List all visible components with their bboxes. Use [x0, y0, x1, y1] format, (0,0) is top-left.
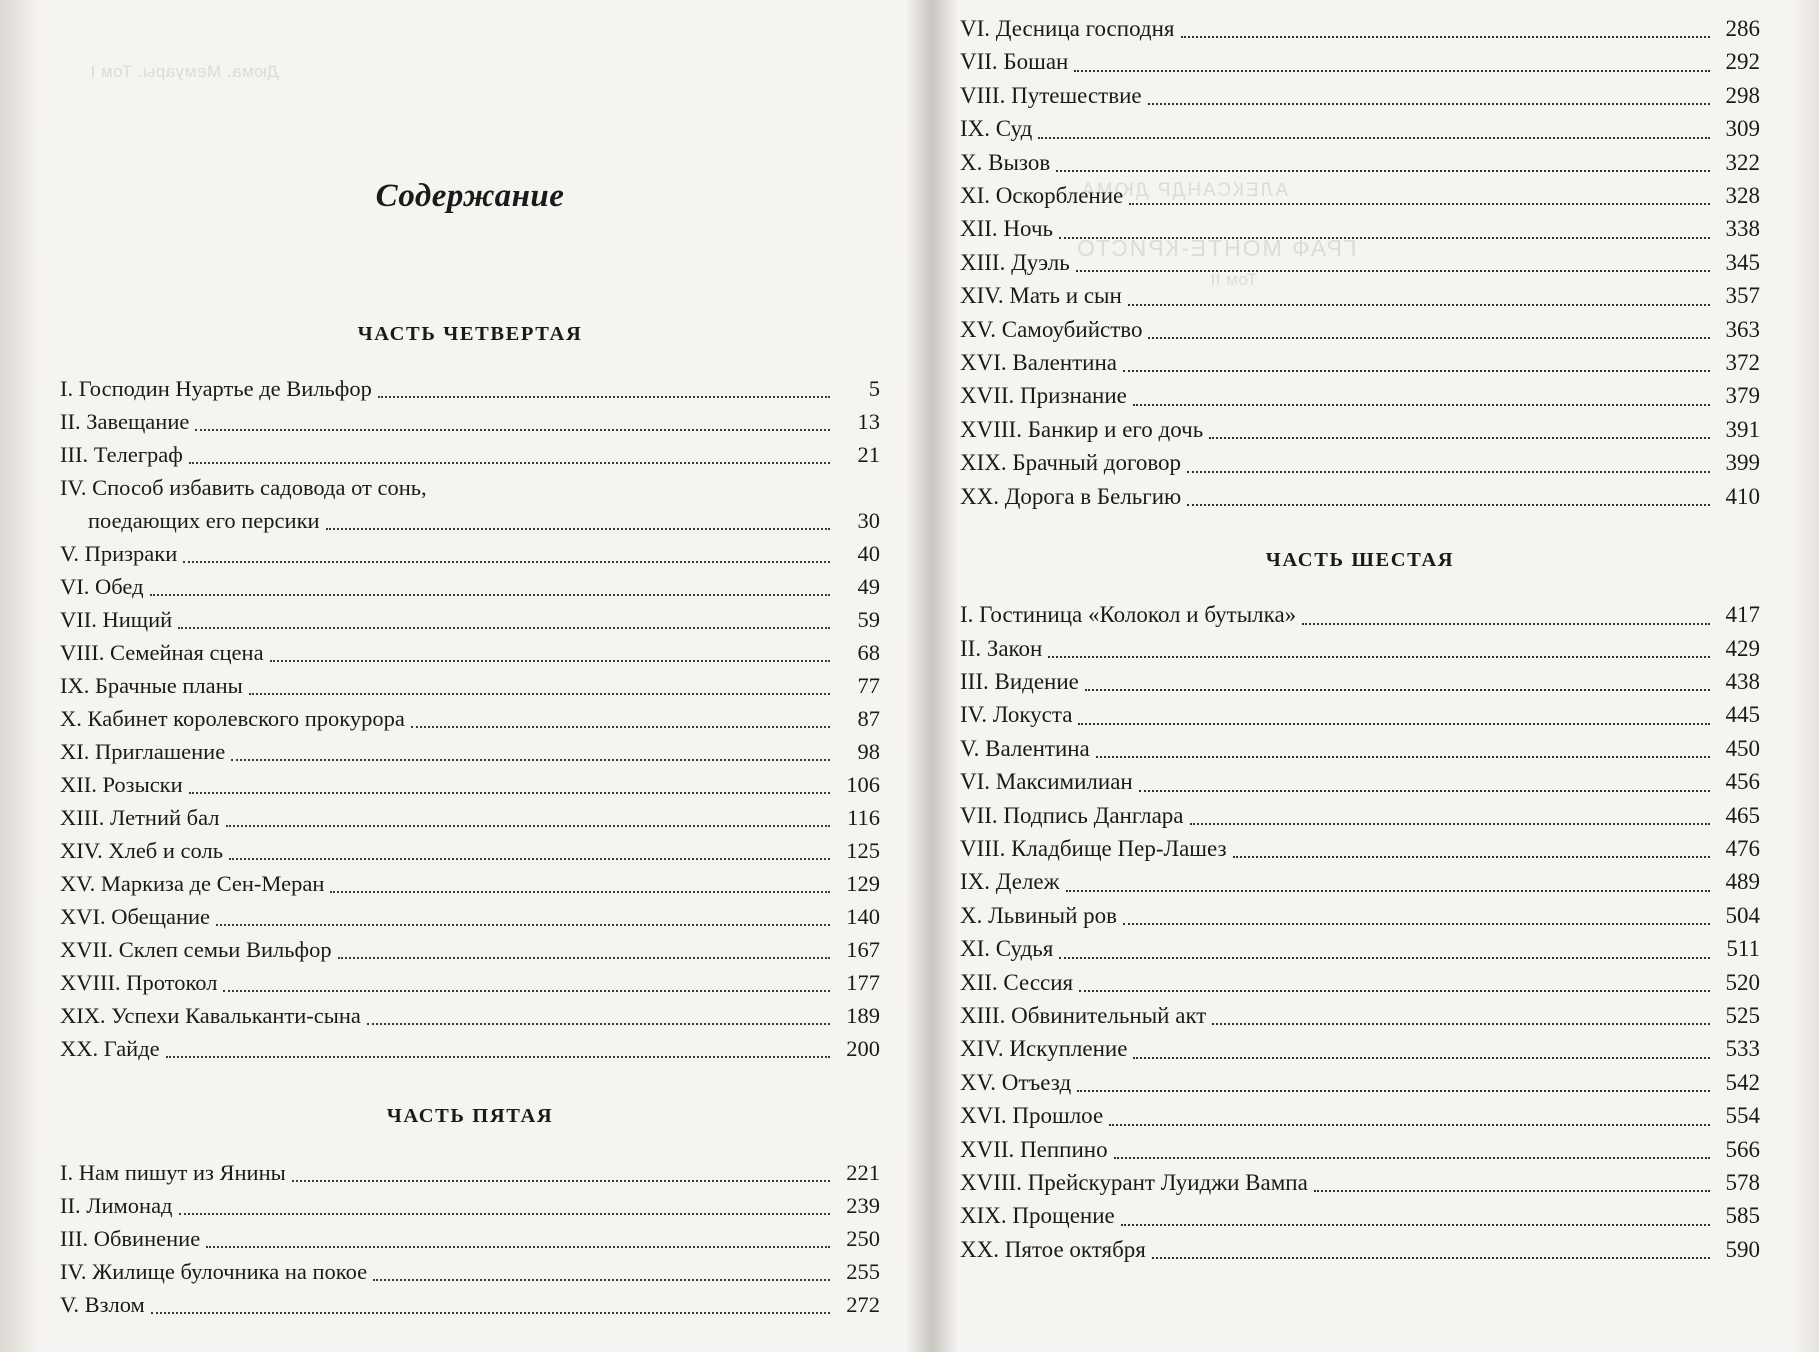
toc-entry[interactable]	[60, 735, 880, 768]
toc-page-number: 255	[846, 1259, 880, 1284]
toc-entry[interactable]	[60, 537, 880, 570]
toc-page-number: 338	[1725, 216, 1760, 242]
toc-entry[interactable]	[960, 765, 1760, 798]
toc-list-part-5	[60, 1156, 880, 1321]
toc-leader	[150, 593, 830, 596]
toc-page-number: 286	[1725, 16, 1760, 41]
toc-entry-label: XIII. Обвинительный акт	[960, 1002, 1207, 1028]
toc-entry[interactable]	[60, 702, 880, 735]
toc-entry-label: XIII. Дуэль	[960, 249, 1070, 275]
toc-entry[interactable]	[60, 867, 880, 900]
toc-leader	[1059, 236, 1710, 239]
toc-leader	[1190, 822, 1710, 825]
toc-entry[interactable]	[960, 899, 1760, 932]
toc-entry[interactable]	[60, 636, 880, 669]
toc-entry-label: XVI. Прошлое	[960, 1103, 1104, 1129]
toc-entry-label: II. Завещание	[60, 409, 190, 434]
toc-entry[interactable]	[960, 598, 1760, 631]
toc-entry[interactable]	[960, 1099, 1760, 1132]
toc-leader	[226, 824, 830, 827]
toc-entry[interactable]	[60, 900, 880, 933]
toc-entry-label: XVIII. Протокол	[60, 970, 218, 995]
toc-entry-label: X. Вызов	[960, 149, 1051, 175]
toc-leader	[1187, 503, 1710, 506]
toc-entry[interactable]	[60, 603, 880, 636]
toc-entry[interactable]	[960, 665, 1760, 698]
toc-entry-label: XII. Сессия	[960, 969, 1074, 995]
toc-page-number: 410	[1725, 483, 1760, 509]
toc-page-number: 533	[1725, 1036, 1760, 1062]
toc-page-number: 489	[1725, 869, 1760, 895]
toc-leader	[195, 428, 830, 431]
toc-entry-label: XIX. Успехи Кавальканти-сына	[60, 1003, 361, 1028]
toc-entry-label: XX. Дорога в Бельгию	[960, 483, 1182, 509]
toc-entry[interactable]	[960, 865, 1760, 898]
toc-entry-label: XI. Судья	[960, 936, 1054, 962]
page-title: Содержание	[375, 178, 565, 214]
left-column	[60, 0, 880, 1321]
toc-leader	[373, 1278, 830, 1281]
toc-entry-label: XV. Маркиза де Сен-Меран	[60, 871, 325, 896]
toc-entry[interactable]	[960, 966, 1760, 999]
toc-entry[interactable]	[60, 372, 880, 405]
toc-entry-label: XVI. Обещание	[60, 904, 211, 929]
toc-page-number: 566	[1725, 1136, 1760, 1162]
toc-entry[interactable]	[60, 966, 880, 999]
toc-leader	[1085, 688, 1710, 691]
toc-page-number: 554	[1725, 1103, 1760, 1129]
part-heading-5: ЧАСТЬ ПЯТАЯ	[386, 1105, 554, 1127]
toc-page-number: 417	[1725, 602, 1760, 628]
toc-entry-label: II. Лимонад	[60, 1193, 173, 1218]
toc-entry[interactable]	[960, 246, 1760, 279]
toc-page-number: 68	[857, 640, 880, 665]
toc-entry-label: XIV. Искупление	[960, 1036, 1128, 1062]
toc-leader	[330, 890, 830, 893]
toc-leader	[231, 758, 830, 761]
toc-page-number: 578	[1725, 1170, 1760, 1195]
toc-leader	[179, 1212, 831, 1215]
toc-entry[interactable]	[960, 313, 1760, 346]
toc-entry-label: VII. Бошан	[960, 49, 1069, 75]
toc-page-number: 399	[1725, 450, 1760, 476]
toc-entry[interactable]	[960, 346, 1760, 379]
part-heading-4: ЧАСТЬ ЧЕТВЕРТАЯ	[357, 323, 583, 345]
toc-entry-label: XIX. Прощение	[960, 1203, 1115, 1229]
toc-entry-label: XVI. Валентина	[960, 350, 1118, 376]
toc-page-number: 239	[846, 1193, 880, 1218]
toc-leader	[1133, 403, 1710, 406]
toc-leader	[1209, 436, 1710, 439]
toc-entry-label: IV. Локуста	[960, 702, 1073, 728]
toc-entry-label: IX. Брачные планы	[60, 673, 243, 698]
toc-page-number: 98	[857, 739, 880, 764]
toc-leader	[1139, 789, 1710, 792]
toc-entry[interactable]	[60, 1255, 880, 1288]
toc-page-number: 456	[1725, 769, 1760, 795]
toc-leader	[411, 725, 830, 728]
toc-leader	[1148, 336, 1710, 339]
toc-leader	[1148, 102, 1710, 105]
toc-entry[interactable]	[960, 379, 1760, 412]
toc-entry-label: III. Видение	[960, 668, 1079, 694]
toc-leader	[1056, 169, 1710, 172]
toc-page-number: 328	[1725, 183, 1760, 209]
toc-list-part-5-cont	[960, 12, 1760, 513]
toc-entry[interactable]	[960, 1133, 1760, 1166]
toc-entry[interactable]	[960, 212, 1760, 245]
bleed-through-text: Дюма. Мемуары. Том I	[90, 62, 279, 81]
toc-entry[interactable]	[60, 999, 880, 1032]
toc-entry-label: IX. Дележ	[960, 869, 1060, 895]
toc-entry[interactable]	[60, 471, 880, 537]
toc-entry-label: VIII. Кладбище Пер-Лашез	[960, 835, 1227, 861]
toc-leader	[1074, 69, 1710, 72]
toc-page-number: 292	[1725, 49, 1760, 75]
toc-leader	[292, 1179, 830, 1182]
toc-entry[interactable]	[960, 1166, 1760, 1199]
toc-entry[interactable]	[960, 1066, 1760, 1099]
toc-leader	[229, 857, 830, 860]
toc-entry-label: XI. Приглашение	[60, 739, 226, 764]
bleed-through-text: АЛЕКСАНДР ДЮМА	[1080, 180, 1289, 201]
toc-page-number: 116	[847, 805, 880, 830]
toc-entry-label: XVII. Склеп семьи Вильфор	[60, 937, 332, 962]
toc-entry-label: VII. Подпись Данглара	[960, 802, 1184, 828]
toc-page-number: 13	[857, 409, 880, 434]
toc-page-number: 372	[1725, 350, 1760, 376]
toc-entry-label: VI. Десница господня	[960, 16, 1175, 41]
toc-leader	[1048, 655, 1710, 658]
toc-entry-label: XX. Гайде	[60, 1036, 160, 1061]
toc-page-number: 520	[1725, 969, 1760, 995]
toc-entry-label: III. Обвинение	[60, 1226, 201, 1251]
toc-leader	[1078, 722, 1710, 725]
toc-entry-label: XX. Пятое октября	[960, 1236, 1146, 1262]
toc-leader	[206, 1245, 830, 1248]
toc-entry-label: V. Взлом	[60, 1292, 145, 1317]
toc-entry-label: X. Кабинет королевского прокурора	[60, 706, 405, 731]
toc-leader	[326, 527, 830, 530]
toc-entry[interactable]	[960, 480, 1760, 513]
toc-entry[interactable]	[960, 45, 1760, 78]
toc-entry[interactable]	[60, 834, 880, 867]
toc-page-number: 379	[1725, 383, 1760, 409]
toc-entry[interactable]	[60, 933, 880, 966]
toc-entry[interactable]	[60, 438, 880, 471]
toc-entry-label: XVIII. Банкир и его дочь	[960, 416, 1204, 442]
toc-entry[interactable]	[60, 405, 880, 438]
toc-leader	[1187, 470, 1710, 473]
toc-entry-label: XI. Оскорбление	[960, 183, 1124, 209]
toc-entry-label: XVII. Признание	[960, 383, 1127, 409]
toc-page-number: 49	[857, 574, 880, 599]
toc-entry-label: VII. Нищий	[60, 607, 173, 632]
toc-page-number: 445	[1725, 702, 1760, 728]
toc-entry[interactable]	[960, 932, 1760, 965]
toc-entry[interactable]	[960, 1199, 1760, 1232]
toc-page-number: 30	[857, 508, 880, 533]
toc-entry[interactable]	[60, 801, 880, 834]
toc-leader	[270, 659, 830, 662]
toc-entry[interactable]	[60, 570, 880, 603]
toc-leader	[178, 626, 830, 629]
toc-entry[interactable]	[60, 1156, 880, 1189]
toc-page-number: 200	[846, 1036, 880, 1061]
toc-leader	[1096, 755, 1710, 758]
toc-entry[interactable]	[60, 1222, 880, 1255]
toc-entry[interactable]	[960, 832, 1760, 865]
toc-entry[interactable]	[60, 1288, 880, 1321]
toc-entry[interactable]	[960, 446, 1760, 479]
toc-entry-label: I. Нам пишут из Янины	[60, 1160, 286, 1185]
toc-entry-label: III. Телеграф	[60, 442, 183, 467]
toc-page-number: 357	[1725, 283, 1760, 309]
toc-leader	[1076, 269, 1710, 272]
right-column	[960, 0, 1760, 1266]
toc-leader	[1314, 1189, 1710, 1192]
toc-page-number: 87	[857, 706, 880, 731]
toc-entry-label: XII. Ночь	[960, 216, 1053, 242]
toc-entry[interactable]	[960, 413, 1760, 446]
toc-leader	[1121, 1223, 1710, 1226]
toc-leader	[1123, 369, 1710, 372]
toc-leader	[1133, 1056, 1710, 1059]
toc-entry[interactable]	[960, 146, 1760, 179]
toc-leader	[249, 692, 830, 695]
toc-page-number: 476	[1725, 835, 1760, 861]
toc-entry[interactable]	[960, 698, 1760, 731]
toc-entry[interactable]	[960, 1233, 1760, 1266]
toc-entry-label: V. Призраки	[60, 541, 178, 566]
toc-entry-label: I. Господин Нуартье де Вильфор	[60, 376, 372, 401]
toc-entry-label: V. Валентина	[960, 735, 1090, 761]
toc-page-number: 309	[1725, 116, 1760, 142]
toc-entry[interactable]	[960, 79, 1760, 112]
toc-leader	[1079, 989, 1710, 992]
toc-entry-label: XVII. Пеппино	[960, 1136, 1108, 1162]
toc-entry[interactable]	[60, 1189, 880, 1222]
toc-entry-label: IV. Жилище булочника на покое	[60, 1259, 368, 1284]
toc-leader	[166, 1055, 830, 1058]
toc-leader	[1129, 202, 1710, 205]
toc-leader	[378, 395, 830, 398]
toc-entry-label: VI. Обед	[60, 574, 144, 599]
bleed-through-text: ГРАФ МОНТЕ-КРИСТО	[1075, 235, 1357, 261]
toc-entry[interactable]	[960, 1032, 1760, 1065]
toc-leader	[338, 956, 830, 959]
toc-leader	[1059, 956, 1710, 959]
toc-entry[interactable]	[960, 12, 1760, 45]
toc-entry[interactable]	[960, 999, 1760, 1032]
toc-page-number: 40	[857, 541, 880, 566]
toc-leader	[189, 461, 830, 464]
toc-leader	[183, 560, 830, 563]
toc-leader	[1128, 303, 1710, 306]
toc-entry-label: I. Гостиница «Колокол и бутылка»	[960, 602, 1297, 628]
toc-entry-label: XIII. Летний бал	[60, 805, 220, 830]
toc-page-number: 77	[857, 673, 880, 698]
toc-page-number: 21	[857, 442, 880, 467]
toc-leader	[1077, 1089, 1710, 1092]
toc-page-number: 298	[1725, 82, 1760, 108]
toc-entry[interactable]	[960, 179, 1760, 212]
toc-entry-label-cont: поедающих его персики	[88, 508, 320, 533]
toc-entry-label: XV. Отъезд	[960, 1069, 1072, 1095]
toc-entry-label: VI. Максимилиан	[960, 769, 1133, 795]
toc-page-number: 504	[1725, 902, 1760, 928]
toc-entry-label: XIV. Мать и сын	[960, 283, 1122, 309]
toc-entry-label: X. Львиный ров	[960, 902, 1118, 928]
toc-page-number: 525	[1725, 1002, 1760, 1028]
toc-leader	[223, 989, 830, 992]
part-heading-6: ЧАСТЬ ШЕСТАЯ	[1265, 549, 1455, 572]
toc-page-number: 189	[846, 1003, 880, 1028]
toc-page-number: 250	[846, 1226, 880, 1251]
bleed-through-text: Том II	[1210, 270, 1258, 289]
toc-entry-label: XV. Самоубийство	[960, 316, 1143, 342]
toc-leader	[1152, 1256, 1710, 1259]
toc-entry[interactable]	[960, 112, 1760, 145]
toc-page-number: 511	[1726, 936, 1760, 962]
toc-page-number: 429	[1725, 635, 1760, 661]
toc-list-part-4	[60, 372, 880, 1065]
toc-page-number: 59	[857, 607, 880, 632]
toc-entry[interactable]	[960, 632, 1760, 665]
toc-entry[interactable]	[960, 799, 1760, 832]
toc-entry[interactable]	[60, 768, 880, 801]
toc-page-number: 167	[846, 937, 880, 962]
toc-entry-label: II. Закон	[960, 635, 1043, 661]
toc-leader	[367, 1022, 830, 1025]
toc-entry-label: XIV. Хлеб и соль	[60, 838, 223, 863]
toc-leader	[1212, 1022, 1710, 1025]
toc-page-number: 177	[846, 970, 880, 995]
toc-leader	[1181, 35, 1711, 38]
toc-leader	[189, 791, 830, 794]
toc-entry[interactable]	[960, 732, 1760, 765]
toc-entry-label: XIX. Брачный договор	[960, 450, 1182, 476]
toc-page-number: 585	[1725, 1203, 1760, 1229]
toc-page-number: 450	[1725, 735, 1760, 761]
toc-page-number: 322	[1725, 149, 1760, 175]
toc-page-number: 125	[846, 838, 880, 863]
toc-entry[interactable]	[960, 279, 1760, 312]
toc-leader	[216, 923, 830, 926]
toc-page-number: 438	[1725, 668, 1760, 694]
toc-leader	[1123, 922, 1710, 925]
toc-page-number: 106	[846, 772, 880, 797]
toc-page-number: 221	[846, 1160, 880, 1185]
toc-page-number: 345	[1725, 249, 1760, 275]
toc-page-number: 590	[1725, 1236, 1760, 1262]
toc-entry-label: VIII. Семейная сцена	[60, 640, 264, 665]
toc-list-part-6	[960, 598, 1760, 1266]
toc-page-number: 272	[846, 1292, 880, 1317]
toc-entry[interactable]	[60, 1032, 880, 1065]
toc-entry-label: XII. Розыски	[60, 772, 183, 797]
toc-leader	[1038, 136, 1710, 139]
toc-entry-label: IX. Суд	[960, 116, 1033, 142]
toc-leader	[151, 1311, 830, 1314]
toc-page-number: 391	[1725, 416, 1760, 442]
toc-leader	[1114, 1156, 1710, 1159]
toc-page-number: 5	[868, 376, 880, 401]
toc-page-number: 129	[846, 871, 880, 896]
toc-page-number: 542	[1725, 1069, 1760, 1095]
page-gutter-shadow	[905, 0, 959, 1352]
toc-leader	[1302, 622, 1710, 625]
toc-page-number: 140	[846, 904, 880, 929]
toc-leader	[1066, 889, 1710, 892]
toc-leader	[1109, 1123, 1710, 1126]
toc-entry-label: IV. Способ избавить садовода от сонь,	[60, 475, 427, 500]
toc-entry-label: VIII. Путешествие	[960, 82, 1142, 108]
toc-leader	[1233, 855, 1710, 858]
toc-page-number: 465	[1725, 802, 1760, 828]
toc-entry[interactable]	[60, 669, 880, 702]
toc-entry-label: XVIII. Прейскурант Луиджи Вампа	[960, 1170, 1308, 1195]
toc-page-number: 363	[1725, 316, 1760, 342]
